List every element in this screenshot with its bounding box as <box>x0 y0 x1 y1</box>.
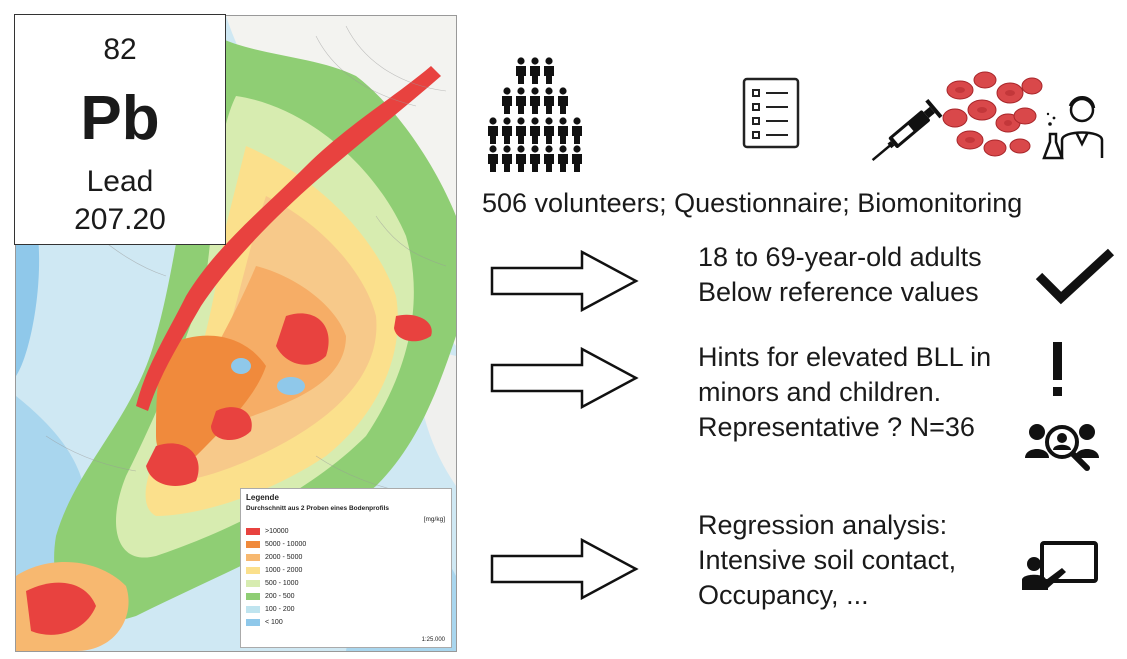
legend-swatch <box>246 541 260 548</box>
legend-label: 2000 - 5000 <box>265 553 303 561</box>
finding-children <box>698 340 991 445</box>
finding-line: Below reference values <box>698 277 979 307</box>
blood-cells-icon <box>940 68 1045 163</box>
legend-label: 200 - 500 <box>265 592 295 600</box>
legend-label: >10000 <box>265 527 289 535</box>
arrow-right-icon <box>490 347 640 409</box>
legend-swatch <box>246 554 260 561</box>
legend-unit: [mg/kg] <box>423 516 445 523</box>
people-pyramid-icon <box>483 55 588 173</box>
legend-swatch <box>246 567 260 574</box>
legend-row <box>246 604 295 614</box>
presentation-icon <box>1022 540 1100 592</box>
map-legend <box>240 488 452 648</box>
legend-subtitle: Durchschnitt aus 2 Proben eines Bodenprofils <box>246 505 390 512</box>
finding-adults <box>698 240 982 310</box>
finding-line: Representative ? N=36 <box>698 412 975 442</box>
legend-row <box>246 552 302 562</box>
map-scale: 1:25.000 <box>421 637 445 643</box>
legend-label: 500 - 1000 <box>265 579 299 587</box>
element-symbol: Pb <box>80 84 160 153</box>
legend-swatch <box>246 580 260 587</box>
legend-title: Legende <box>246 493 279 502</box>
exclamation-icon <box>1048 340 1068 398</box>
finding-line: Occupancy, ... <box>698 580 869 610</box>
finding-line: Regression analysis: <box>698 510 948 540</box>
arrow-right-icon <box>490 538 640 600</box>
person-search-icon <box>1025 418 1101 472</box>
legend-row <box>246 617 283 627</box>
syringe-icon <box>870 92 950 167</box>
legend-row <box>246 591 295 601</box>
legend-row <box>246 526 289 536</box>
legend-swatch <box>246 606 260 613</box>
legend-swatch <box>246 528 260 535</box>
checkmark-icon <box>1035 248 1115 308</box>
arrow-right-icon <box>490 250 640 312</box>
atomic-number: 82 <box>103 33 137 66</box>
atomic-mass: 207.20 <box>74 203 166 236</box>
legend-row <box>246 565 302 575</box>
legend-row <box>246 578 298 588</box>
finding-line: 18 to 69-year-old adults <box>698 242 982 272</box>
finding-line: minors and children. <box>698 377 942 407</box>
element-name: Lead <box>86 165 154 198</box>
checklist-icon <box>742 77 800 149</box>
legend-label: 5000 - 10000 <box>265 540 307 548</box>
finding-regression <box>698 508 956 613</box>
legend-label: 1000 - 2000 <box>265 566 303 574</box>
legend-swatch <box>246 593 260 600</box>
scientist-icon <box>1040 92 1110 162</box>
element-card <box>14 14 226 245</box>
finding-line: Intensive soil contact, <box>698 545 957 575</box>
legend-label: < 100 <box>265 618 283 626</box>
legend-label: 100 - 200 <box>265 605 295 613</box>
legend-swatch <box>246 619 260 626</box>
study-summary: 506 volunteers; Questionnaire; Biomonitoring <box>482 188 1023 218</box>
finding-line: Hints for elevated BLL in <box>698 342 992 372</box>
legend-row <box>246 539 306 549</box>
